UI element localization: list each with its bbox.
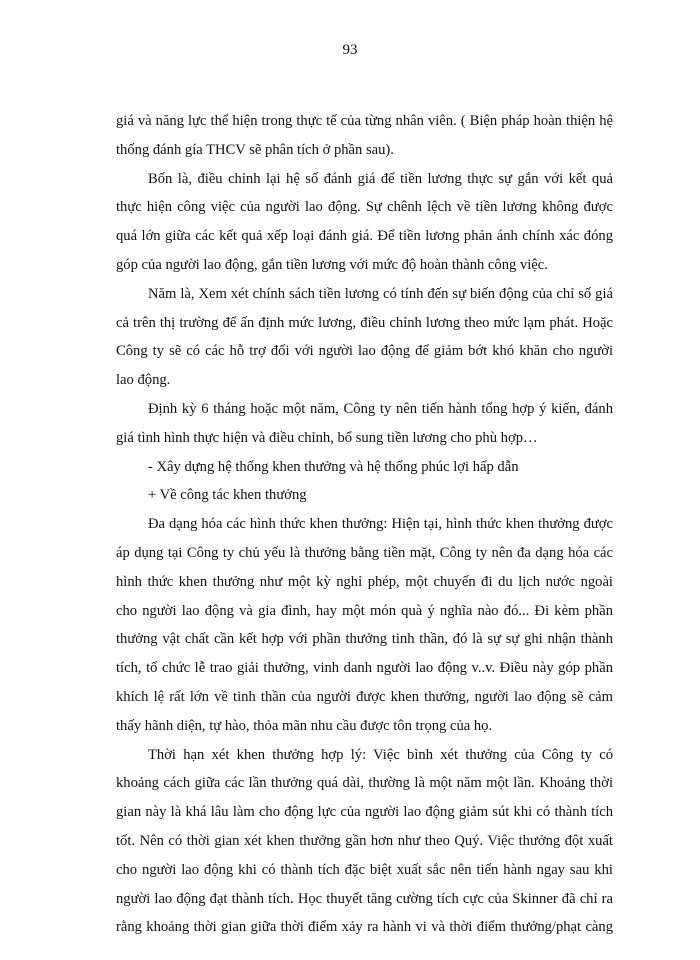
- text-line: người lao động đạt thành tích. Học thuyết tăng cường tích cực của Skinner đã chỉ ra: [116, 890, 613, 907]
- text-line: lao động.: [116, 372, 171, 389]
- text-line: - Xây dựng hệ thống khen thưởng và hệ thống phúc lợi hấp dẫn: [148, 458, 519, 475]
- text-line: tích, tổ chức lễ trao giải thưởng, vinh danh người lao động v..v. Điều này góp phần: [116, 660, 613, 677]
- text-line: thực hiện công việc của người lao động. Sự chênh lệch về tiền lương không được: [116, 199, 613, 216]
- text-line: cả trên thị trường để ấn định mức lương, điều chỉnh lương theo mức lạm phát. Hoặc: [116, 314, 613, 331]
- text-line: khích lệ rất lớn về tinh thần của người được khen thưởng, người lao động sẽ cảm: [116, 688, 613, 705]
- document-body: [116, 109, 613, 944]
- text-line: Năm là, Xem xét chính sách tiền lương có tính đến sự biến động của chỉ số giá: [148, 285, 613, 302]
- text-line: áp dụng tại Công ty chủ yếu là thưởng bằng tiền mặt, Công ty nên đa dạng hóa các: [116, 544, 613, 561]
- text-line: tốt. Nên có thời gian xét khen thưởng gần hơn như theo Quý. Việc thưởng đột xuất: [116, 832, 613, 849]
- text-line: gian này là khá lâu làm cho động lực của người lao động giảm sút khi có thành tích: [116, 804, 613, 821]
- text-line: Định kỳ 6 tháng hoặc một năm, Công ty nên tiến hành tổng hợp ý kiến, đánh: [148, 400, 613, 417]
- text-line: khoảng cách giữa các lần thưởng quá dài, thường là một năm một lần. Khoảng thời: [116, 775, 613, 792]
- text-line: + Về công tác khen thưởng: [148, 487, 307, 504]
- text-line: rằng khoảng thời gian giữa thời điểm xảy ra hành vi và thời điểm thưởng/phạt càng: [116, 919, 613, 936]
- text-line: thấy hãnh diện, tự hào, thỏa mãn nhu cầu được tôn trọng của họ.: [116, 717, 493, 734]
- text-line: Đa dạng hóa các hình thức khen thưởng: Hiện tại, hình thức khen thưởng được: [148, 516, 613, 533]
- text-line: Công ty sẽ có các hỗ trợ đối với người lao động để giảm bớt khó khăn cho người: [116, 343, 613, 360]
- text-line: giá tình hình thực hiện và điều chỉnh, bổ sung tiền lương cho phù hợp…: [116, 429, 538, 446]
- text-line: Bốn là, điều chỉnh lại hệ số đánh giá để tiền lương thực sự gắn với kết quả: [148, 170, 613, 187]
- text-line: quá lớn giữa các kết quả xếp loại đánh giá. Để tiền lương phản ánh chính xác đóng: [116, 228, 613, 245]
- text-line: Thời hạn xét khen thưởng hợp lý: Việc bình xét thưởng của Công ty có: [148, 746, 613, 763]
- text-line: thống đánh gía THCV sẽ phân tích ở phần sau).: [116, 141, 394, 158]
- text-line: hình thức khen thưởng như một kỳ nghỉ phép, một chuyến đi du lịch nước ngoài: [116, 573, 613, 590]
- text-line: cho người lao động và gia đình, hay một món quà ý nghĩa nào đó... Đi kèm phần: [116, 602, 613, 619]
- text-line: góp của người lao động, gắn tiền lương với mức độ hoàn thành công việc.: [116, 256, 548, 273]
- page-number: 93: [342, 42, 358, 58]
- text-line: thưởng vật chất cần kết hợp với phần thưởng tinh thần, đó là sự sự ghi nhận thành: [116, 631, 613, 648]
- text-line: giá và năng lực thể hiện trong thực tế của từng nhân viên. ( Biện pháp hoàn thiện hệ: [116, 113, 613, 129]
- text-line: cho người lao động khi có thành tích đặc biệt xuất sắc nên tiến hành ngay sau khi: [116, 861, 613, 878]
